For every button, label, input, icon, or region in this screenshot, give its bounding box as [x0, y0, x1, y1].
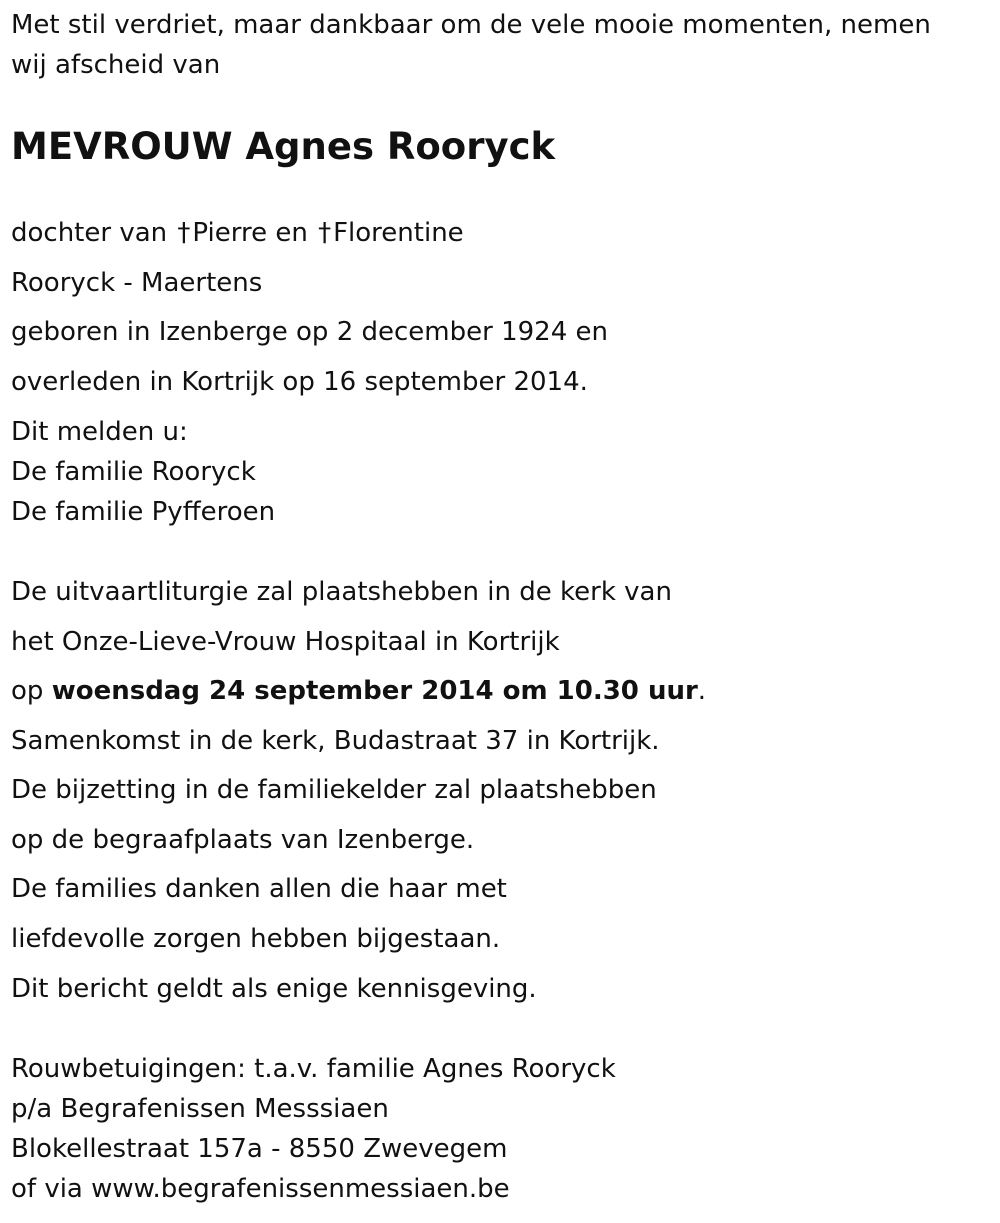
deceased-name-heading: MEVROUW Agnes Rooryck: [11, 125, 556, 168]
burial-line-2: op de begraafplaats van Izenberge.: [11, 825, 475, 855]
cross-icon: †: [318, 218, 332, 248]
father-name: Pierre en: [192, 218, 308, 248]
funeral-date-prefix: op: [11, 676, 44, 706]
intro-line-2: wij afscheid van: [11, 50, 221, 80]
announcers-intro: Dit melden u:: [11, 417, 188, 447]
parents-prefix: dochter van: [11, 218, 168, 248]
birth-line: geboren in Izenberge op 2 december 1924 en: [11, 317, 608, 347]
notice-line: Dit bericht geldt als enige kennisgeving.: [11, 974, 537, 1004]
condolences-address: Blokellestraat 157a - 8550 Zwevegem: [11, 1134, 508, 1164]
mother-name: Florentine: [333, 218, 464, 248]
thanks-line-2: liefdevolle zorgen hebben bijgestaan.: [11, 924, 501, 954]
parents-surnames: Rooryck - Maertens: [11, 268, 263, 298]
funeral-line-2: het Onze-Lieve-Vrouw Hospitaal in Kortrijk: [11, 627, 560, 657]
condolences-website: of via www.begrafenissenmessiaen.be: [11, 1174, 510, 1204]
thanks-line-1: De families danken allen die haar met: [11, 874, 507, 904]
funeral-date: woensdag 24 september 2014 om 10.30 uur: [51, 676, 698, 706]
funeral-date-suffix: .: [697, 676, 707, 706]
condolences-line-2: p/a Begrafenissen Messsiaen: [11, 1094, 389, 1124]
family-name-1: De familie Rooryck: [11, 457, 256, 487]
cross-icon: †: [177, 218, 191, 248]
gathering-line: Samenkomst in de kerk, Budastraat 37 in Kortrijk.: [11, 726, 660, 756]
intro-line-1: Met stil verdriet, maar dankbaar om de vele mooie momenten, nemen: [11, 10, 931, 40]
funeral-line-1: De uitvaartliturgie zal plaatshebben in de kerk van: [11, 577, 672, 607]
funeral-date-line: [11, 678, 706, 704]
parents-line: [11, 220, 464, 246]
death-line: overleden in Kortrijk op 16 september 2014.: [11, 367, 588, 397]
family-name-2: De familie Pyfferoen: [11, 497, 276, 527]
condolences-line-1: Rouwbetuigingen: t.a.v. familie Agnes Rooryck: [11, 1054, 616, 1084]
burial-line-1: De bijzetting in de familiekelder zal plaatshebben: [11, 775, 657, 805]
